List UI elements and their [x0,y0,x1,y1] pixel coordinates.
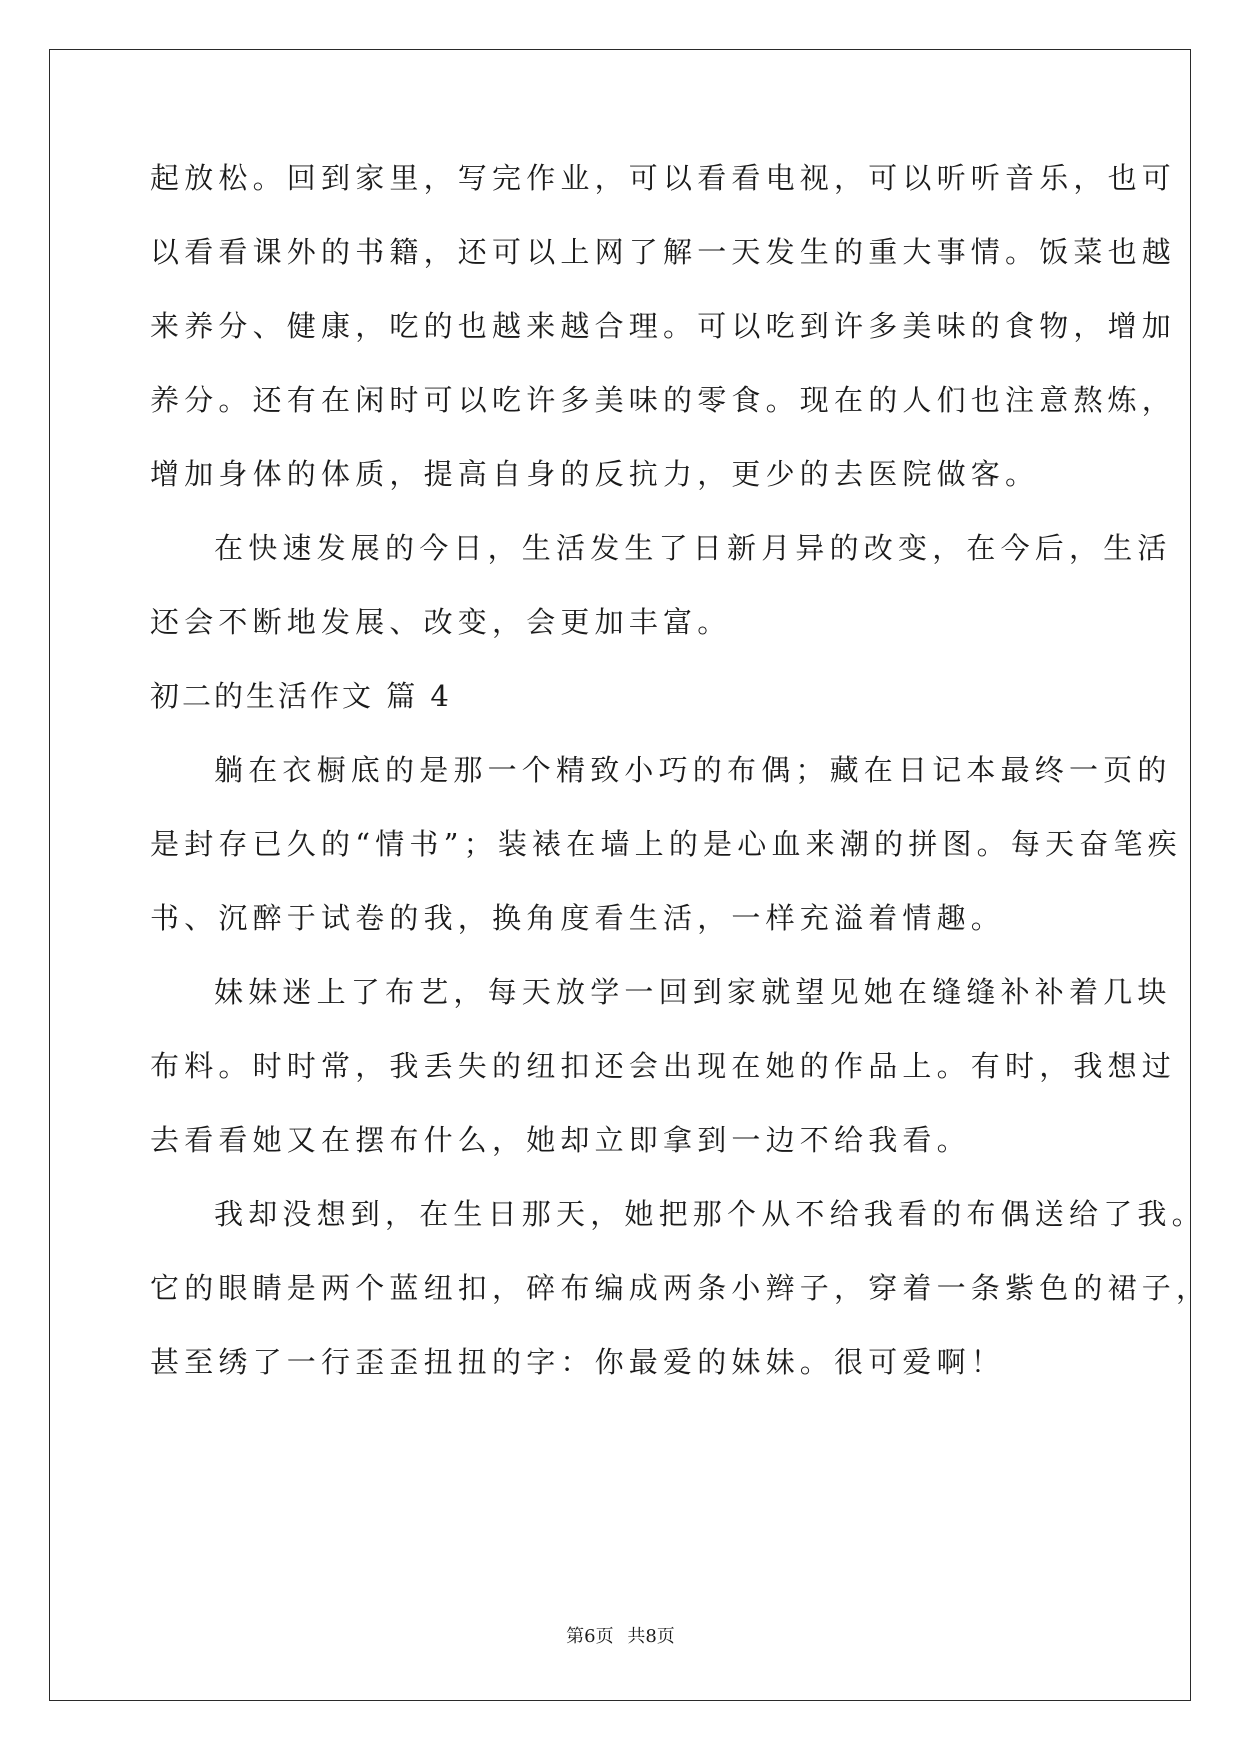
paragraph-line: 我却没想到，在生日那天，她把那个从不给我看的布偶送给了我。 [214,1197,1206,1231]
page-number-total: 共8页 [627,1626,675,1647]
paragraph-line: 布料。时时常，我丢失的纽扣还会出现在她的作品上。有时，我想过 [150,1049,1177,1083]
paragraph-line: 增加身体的体质，提高自身的反抗力，更少的去医院做客。 [150,457,1040,491]
section-heading: 初二的生活作文 篇 4 [150,679,452,713]
paragraph-line: 还会不断地发展、改变，会更加丰富。 [150,605,732,639]
paragraph-line: 养分。还有在闲时可以吃许多美味的零食。现在的人们也注意熬炼， [150,383,1177,417]
paragraph-line: 是封存已久的“情书”；装裱在墙上的是心血来潮的拼图。每天奋笔疾 [150,827,1182,861]
paragraph-line: 躺在衣橱底的是那一个精致小巧的布偶；藏在日记本最终一页的 [214,753,1172,787]
paragraph-line: 以看看课外的书籍，还可以上网了解一天发生的重大事情。饭菜也越 [150,235,1177,269]
paragraph-line: 在快速发展的今日，生活发生了日新月异的改变，在今后，生活 [214,531,1172,565]
paragraph-line: 来养分、健康，吃的也越来越合理。可以吃到许多美味的食物，增加 [150,309,1177,343]
paragraph-line: 它的眼睛是两个蓝纽扣，碎布编成两条小辫子，穿着一条紫色的裙子， [150,1271,1211,1305]
page-number-current: 第6页 [566,1626,614,1647]
paragraph-line: 去看看她又在摆布什么，她却立即拿到一边不给我看。 [150,1123,971,1157]
paragraph-line: 妹妹迷上了布艺，每天放学一回到家就望见她在缝缝补补着几块 [214,975,1172,1009]
page-footer [0,1622,1241,1648]
page-border [49,49,1191,1701]
paragraph-line: 书、沉醉于试卷的我，换角度看生活，一样充溢着情趣。 [150,901,1006,935]
paragraph-line: 起放松。回到家里，写完作业，可以看看电视，可以听听音乐，也可 [150,161,1177,195]
paragraph-line: 甚至绣了一行歪歪扭扭的字：你最爱的妹妹。很可爱啊！ [150,1345,1006,1379]
